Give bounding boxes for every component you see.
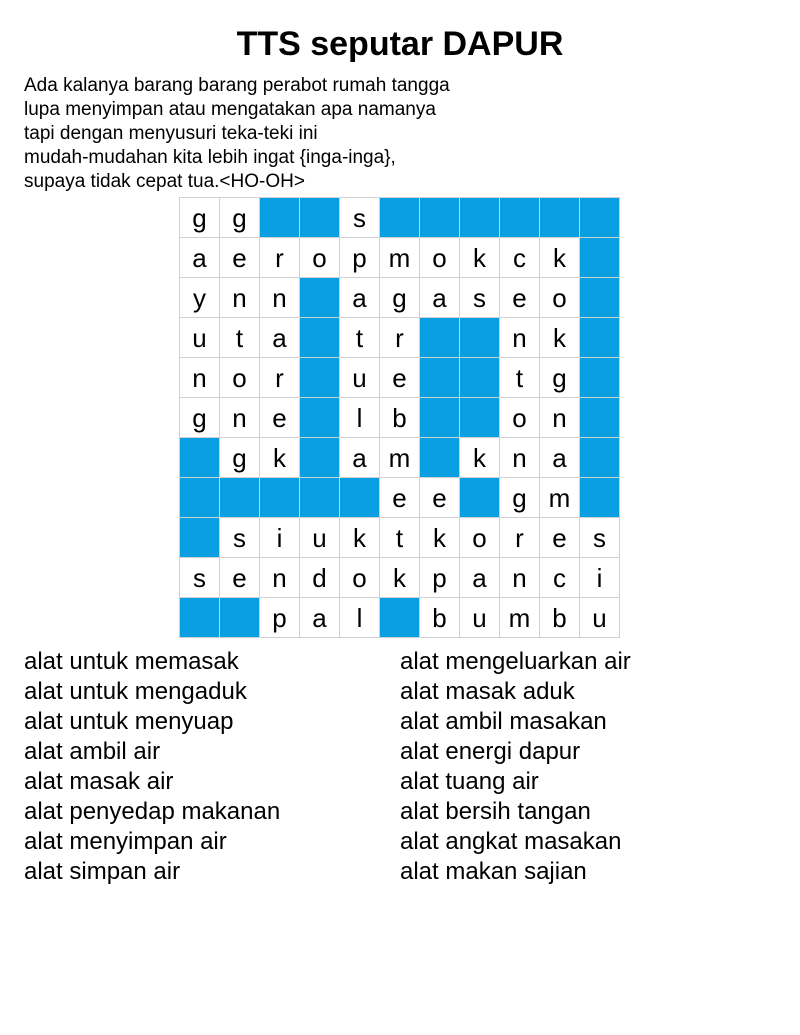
grid-cell-block xyxy=(300,198,340,238)
grid-cell[interactable]: g xyxy=(220,198,260,238)
grid-cell[interactable]: n xyxy=(500,318,540,358)
grid-cell-block xyxy=(260,198,300,238)
grid-cell[interactable]: o xyxy=(340,558,380,598)
grid-cell[interactable]: g xyxy=(500,478,540,518)
grid-cell[interactable]: g xyxy=(180,398,220,438)
clue-item: alat ambil masakan xyxy=(400,708,607,735)
grid-cell-block xyxy=(220,598,260,638)
grid-cell[interactable]: d xyxy=(300,558,340,598)
intro-line: tapi dengan menyusuri teka-teki ini xyxy=(24,123,318,144)
clue-item: alat menyimpan air xyxy=(24,828,227,855)
grid-cell[interactable]: b xyxy=(420,598,460,638)
grid-cell[interactable]: o xyxy=(500,398,540,438)
grid-cell[interactable]: n xyxy=(220,398,260,438)
grid-cell[interactable]: g xyxy=(540,358,580,398)
grid-cell-block xyxy=(580,398,620,438)
grid-cell[interactable]: t xyxy=(500,358,540,398)
grid-cell[interactable]: m xyxy=(500,598,540,638)
grid-cell[interactable]: r xyxy=(380,318,420,358)
grid-cell[interactable]: n xyxy=(220,278,260,318)
grid-cell[interactable]: a xyxy=(340,278,380,318)
clue-item: alat masak air xyxy=(24,768,174,795)
grid-cell-block xyxy=(300,438,340,478)
grid-cell[interactable]: m xyxy=(540,478,580,518)
clue-item: alat untuk memasak xyxy=(24,648,239,675)
grid-cell[interactable]: e xyxy=(380,478,420,518)
grid-cell[interactable]: k xyxy=(420,518,460,558)
grid-cell[interactable]: n xyxy=(540,398,580,438)
grid-cell-block xyxy=(180,518,220,558)
intro-line: mudah-mudahan kita lebih ingat {inga-inga}, xyxy=(24,147,396,168)
grid-cell-block xyxy=(300,278,340,318)
grid-cell[interactable]: b xyxy=(380,398,420,438)
grid-cell[interactable]: c xyxy=(540,558,580,598)
grid-cell[interactable]: g xyxy=(380,278,420,318)
grid-cell[interactable]: t xyxy=(380,518,420,558)
grid-cell[interactable]: o xyxy=(420,238,460,278)
grid-cell[interactable]: l xyxy=(340,398,380,438)
grid-cell[interactable]: i xyxy=(580,558,620,598)
grid-cell-block xyxy=(500,198,540,238)
clue-item: alat tuang air xyxy=(400,768,539,795)
grid-cell[interactable]: a xyxy=(460,558,500,598)
grid-cell[interactable]: k xyxy=(260,438,300,478)
grid-cell[interactable]: e xyxy=(420,478,460,518)
grid-cell[interactable]: s xyxy=(180,558,220,598)
grid-cell-block xyxy=(300,358,340,398)
grid-cell[interactable]: l xyxy=(340,598,380,638)
grid-cell[interactable]: u xyxy=(300,518,340,558)
grid-cell-block xyxy=(580,358,620,398)
grid-cell[interactable]: a xyxy=(300,598,340,638)
grid-cell[interactable]: c xyxy=(500,238,540,278)
grid-cell[interactable]: k xyxy=(460,438,500,478)
grid-cell[interactable]: n xyxy=(260,278,300,318)
grid-cell-block xyxy=(420,198,460,238)
grid-cell[interactable]: p xyxy=(260,598,300,638)
grid-cell[interactable]: u xyxy=(580,598,620,638)
clue-item: alat bersih tangan xyxy=(400,798,591,825)
clue-item: alat energi dapur xyxy=(400,738,581,765)
grid-cell-block xyxy=(300,318,340,358)
grid-cell[interactable]: k xyxy=(460,238,500,278)
crossword-grid xyxy=(179,197,620,638)
clue-item: alat masak aduk xyxy=(400,678,575,705)
grid-cell-block xyxy=(540,198,580,238)
intro-line: supaya tidak cepat tua.<HO-OH> xyxy=(24,171,305,192)
clue-list-left xyxy=(24,647,394,887)
clue-item: alat penyedap makanan xyxy=(24,798,281,825)
grid-cell[interactable]: s xyxy=(580,518,620,558)
grid-cell[interactable]: n xyxy=(500,558,540,598)
grid-cell[interactable]: e xyxy=(260,398,300,438)
grid-cell-block xyxy=(580,318,620,358)
grid-cell[interactable]: k xyxy=(540,238,580,278)
grid-cell-block xyxy=(300,398,340,438)
grid-cell-block xyxy=(340,478,380,518)
grid-cell-block xyxy=(580,438,620,478)
grid-cell[interactable]: s xyxy=(460,278,500,318)
grid-cell-block xyxy=(460,198,500,238)
grid-cell[interactable]: o xyxy=(460,518,500,558)
grid-cell-block xyxy=(580,238,620,278)
grid-cell[interactable]: t xyxy=(220,318,260,358)
grid-cell[interactable]: p xyxy=(420,558,460,598)
grid-cell[interactable]: p xyxy=(340,238,380,278)
grid-cell-block xyxy=(380,198,420,238)
clue-item: alat simpan air xyxy=(24,858,181,885)
grid-cell-block xyxy=(420,318,460,358)
grid-cell-block xyxy=(460,358,500,398)
grid-cell[interactable]: u xyxy=(460,598,500,638)
grid-cell-block xyxy=(460,398,500,438)
grid-cell[interactable]: e xyxy=(220,558,260,598)
page-title: TTS seputar DAPUR xyxy=(236,25,564,63)
grid-cell[interactable]: s xyxy=(340,198,380,238)
grid-cell[interactable]: e xyxy=(220,238,260,278)
grid-cell-block xyxy=(260,478,300,518)
grid-cell[interactable]: e xyxy=(500,278,540,318)
grid-cell-block xyxy=(420,398,460,438)
grid-cell-block xyxy=(420,438,460,478)
grid-cell[interactable]: i xyxy=(260,518,300,558)
grid-cell[interactable]: k xyxy=(540,318,580,358)
grid-cell[interactable]: k xyxy=(380,558,420,598)
intro-line: Ada kalanya barang barang perabot rumah tangga xyxy=(24,75,450,96)
grid-cell[interactable]: r xyxy=(260,238,300,278)
grid-cell[interactable]: o xyxy=(540,278,580,318)
grid-cell-block xyxy=(460,478,500,518)
grid-cell[interactable]: m xyxy=(380,438,420,478)
grid-cell[interactable]: a xyxy=(420,278,460,318)
grid-cell[interactable]: u xyxy=(180,318,220,358)
grid-cell-block xyxy=(180,438,220,478)
clue-item: alat untuk mengaduk xyxy=(24,678,247,705)
grid-cell-block xyxy=(580,478,620,518)
clue-item: alat mengeluarkan air xyxy=(400,648,631,675)
grid-cell[interactable]: n xyxy=(260,558,300,598)
clue-item: alat angkat masakan xyxy=(400,828,622,855)
grid-cell[interactable]: a xyxy=(260,318,300,358)
intro-line: lupa menyimpan atau mengatakan apa namanya xyxy=(24,99,436,120)
grid-cell[interactable]: e xyxy=(540,518,580,558)
grid-cell-block xyxy=(220,478,260,518)
grid-cell-block xyxy=(420,358,460,398)
clue-item: alat makan sajian xyxy=(400,858,587,885)
grid-cell[interactable]: g xyxy=(220,438,260,478)
grid-cell-block xyxy=(580,198,620,238)
grid-cell[interactable]: a xyxy=(340,438,380,478)
grid-cell[interactable]: k xyxy=(340,518,380,558)
grid-cell-block xyxy=(180,598,220,638)
grid-cell[interactable]: a xyxy=(180,238,220,278)
grid-cell[interactable]: t xyxy=(340,318,380,358)
clue-item: alat untuk menyuap xyxy=(24,708,234,735)
grid-cell-block xyxy=(300,478,340,518)
grid-cell[interactable]: b xyxy=(540,598,580,638)
intro-text xyxy=(24,74,584,194)
grid-cell[interactable]: n xyxy=(500,438,540,478)
clue-item: alat ambil air xyxy=(24,738,161,765)
grid-cell-block xyxy=(460,318,500,358)
grid-cell[interactable]: r xyxy=(260,358,300,398)
grid-cell[interactable]: s xyxy=(220,518,260,558)
grid-cell[interactable]: e xyxy=(380,358,420,398)
grid-cell[interactable]: o xyxy=(220,358,260,398)
grid-cell[interactable]: u xyxy=(340,358,380,398)
grid-cell-block xyxy=(580,278,620,318)
grid-cell[interactable]: m xyxy=(380,238,420,278)
grid-cell[interactable]: n xyxy=(180,358,220,398)
grid-cell-block xyxy=(180,478,220,518)
clue-list-right xyxy=(400,647,780,887)
grid-cell[interactable]: a xyxy=(540,438,580,478)
grid-cell[interactable]: r xyxy=(500,518,540,558)
grid-cell[interactable]: g xyxy=(180,198,220,238)
grid-cell-block xyxy=(380,598,420,638)
grid-cell[interactable]: y xyxy=(180,278,220,318)
grid-cell[interactable]: o xyxy=(300,238,340,278)
